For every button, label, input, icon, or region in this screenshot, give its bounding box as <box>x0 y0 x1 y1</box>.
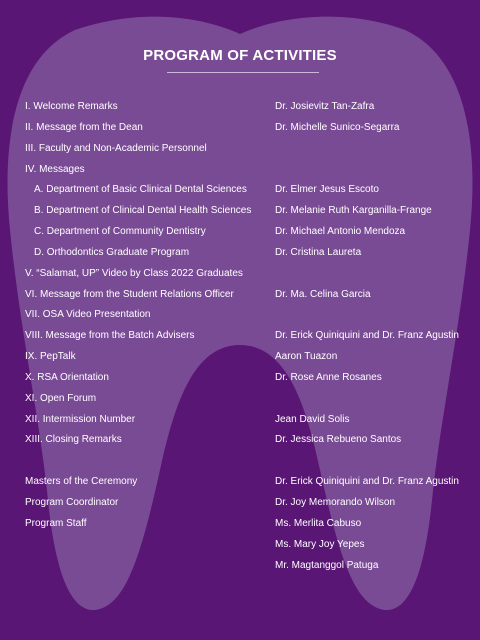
person-name: Aaron Tuazon <box>275 351 338 362</box>
credit-row <box>0 537 480 553</box>
activity-label: A. Department of Basic Clinical Dental Sciences <box>34 184 247 195</box>
activity-label: II. Message from the Dean <box>25 122 143 133</box>
program-row <box>0 120 480 136</box>
person-name: Dr. Elmer Jesus Escoto <box>275 184 379 195</box>
program-row <box>0 432 480 448</box>
person-name: Dr. Michael Antonio Mendoza <box>275 226 406 237</box>
program-row <box>0 224 480 240</box>
activity-label: I. Welcome Remarks <box>25 101 118 112</box>
person-name: Dr. Michelle Sunico-Segarra <box>275 122 400 133</box>
person-name: Ms. Merlita Cabuso <box>275 518 362 529</box>
person-name: Jean David Solis <box>275 414 350 425</box>
person-name: Dr. Erick Quiniquini and Dr. Franz Agustin <box>275 476 459 487</box>
activity-label: B. Department of Clinical Dental Health Sciences <box>34 205 252 216</box>
program-row <box>0 266 480 282</box>
activity-label: VIII. Message from the Batch Advisers <box>25 330 195 341</box>
person-name: Dr. Josievitz Tan-Zafra <box>275 101 375 112</box>
person-name: Dr. Rose Anne Rosanes <box>275 372 382 383</box>
role-label: Program Coordinator <box>25 497 119 508</box>
page-title: PROGRAM OF ACTIVITIES <box>143 47 337 64</box>
title-underline <box>167 72 319 73</box>
person-name: Dr. Ma. Celina Garcia <box>275 289 371 300</box>
credit-row <box>0 474 480 490</box>
program-row <box>0 99 480 115</box>
program-row <box>0 162 480 178</box>
activity-label: D. Orthodontics Graduate Program <box>34 247 190 258</box>
activity-label: C. Department of Community Dentistry <box>34 226 206 237</box>
program-row <box>0 349 480 365</box>
activity-label: VII. OSA Video Presentation <box>25 309 151 320</box>
program-row <box>0 307 480 323</box>
person-name: Dr. Erick Quiniquini and Dr. Franz Agustin <box>275 330 459 341</box>
program-row <box>0 141 480 157</box>
role-label: Masters of the Ceremony <box>25 476 138 487</box>
program-row <box>0 370 480 386</box>
program-row <box>0 203 480 219</box>
program-row <box>0 287 480 303</box>
person-name: Dr. Joy Memorando Wilson <box>275 497 396 508</box>
person-name: Mr. Magtanggol Patuga <box>275 560 379 571</box>
activity-label: XII. Intermission Number <box>25 414 136 425</box>
activity-label: VI. Message from the Student Relations Officer <box>25 289 234 300</box>
program-row <box>0 391 480 407</box>
activity-label: V. “Salamat, UP” Video by Class 2022 Graduates <box>25 268 243 279</box>
program-row <box>0 245 480 261</box>
person-name: Dr. Melanie Ruth Karganilla-Frange <box>275 205 432 216</box>
person-name: Ms. Mary Joy Yepes <box>275 539 365 550</box>
person-name: Dr. Jessica Rebueno Santos <box>275 434 402 445</box>
program-row <box>0 182 480 198</box>
credit-row <box>0 516 480 532</box>
activity-label: III. Faculty and Non-Academic Personnel <box>25 143 207 154</box>
activity-label: XI. Open Forum <box>25 393 97 404</box>
activity-label: X. RSA Orientation <box>25 372 109 383</box>
program-row <box>0 328 480 344</box>
activity-label: IV. Messages <box>25 164 85 175</box>
program-row <box>0 412 480 428</box>
activity-label: IX. PepTalk <box>25 351 76 362</box>
credit-row <box>0 558 480 574</box>
activity-label: XIII. Closing Remarks <box>25 434 122 445</box>
credit-row <box>0 495 480 511</box>
role-label: Program Staff <box>25 518 87 529</box>
person-name: Dr. Cristina Laureta <box>275 247 362 258</box>
